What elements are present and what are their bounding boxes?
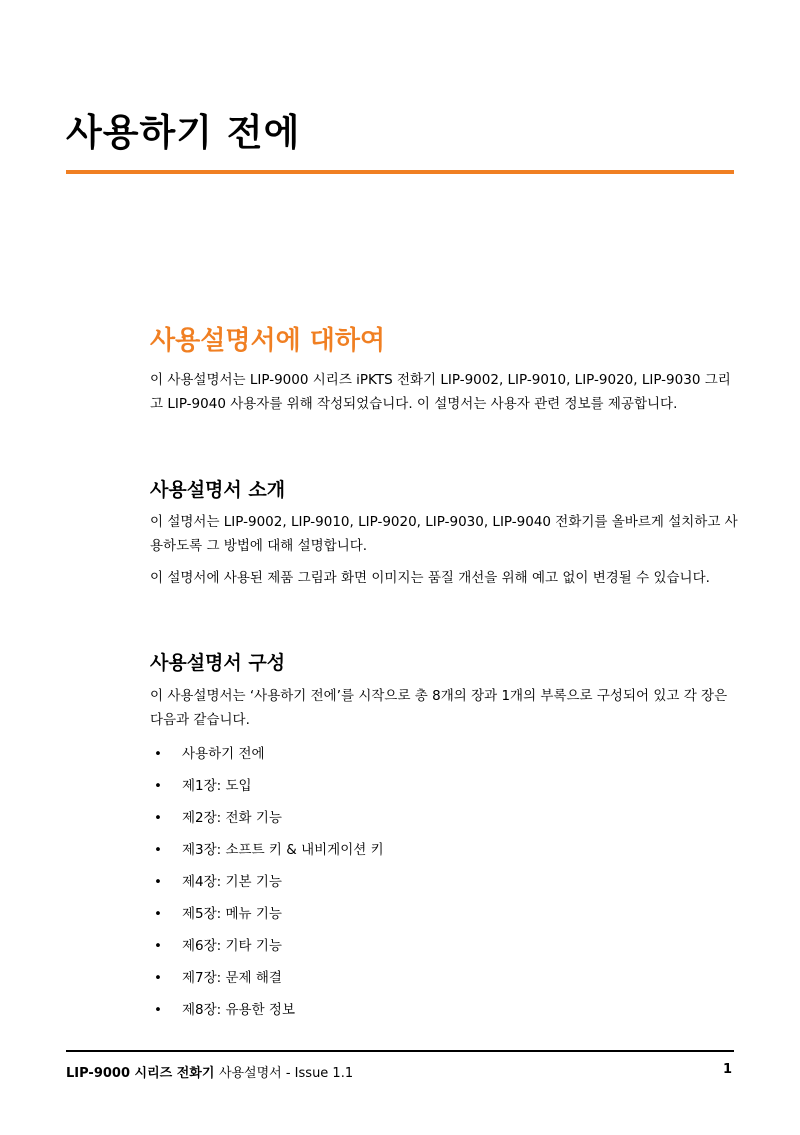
chapter-list	[150, 742, 384, 1030]
intro-paragraph-2: 이 설명서에 사용된 제품 그림과 화면 이미지는 품질 개선을 위해 예고 없이 변경될 수 있습니다.	[150, 570, 710, 586]
bullet-icon: •	[154, 1002, 162, 1018]
title-divider	[66, 170, 734, 174]
intro-paragraph-1: 이 설명서는 LIP-9002, LIP-9010, LIP-9020, LIP-9030, LIP-9040 전화기를 올바르게 설치하고 사용하도록 그 방법에 대해 설명합니다.	[150, 514, 738, 554]
list-item: • 사용하기 전에	[150, 742, 384, 774]
footer-title	[66, 1062, 353, 1081]
bullet-icon: •	[154, 874, 162, 890]
list-item: • 제1장: 도입	[150, 774, 384, 806]
bullet-icon: •	[154, 746, 162, 762]
list-item: • 제3장: 소프트 키 & 내비게이션 키	[150, 838, 384, 870]
bullet-icon: •	[154, 970, 162, 986]
list-item: • 제5장: 메뉴 기능	[150, 902, 384, 934]
page-number: 1	[722, 1062, 732, 1077]
structure-paragraph: 이 사용설명서는 ‘사용하기 전에’를 시작으로 총 8개의 장과 1개의 부록으로 구성되어 있고 각 장은 다음과 같습니다.	[150, 688, 728, 728]
list-item: • 제2장: 전화 기능	[150, 806, 384, 838]
section-title-about: 사용설명서에 대하여	[150, 326, 386, 356]
bullet-icon: •	[154, 938, 162, 954]
list-item: • 제4장: 기본 기능	[150, 870, 384, 902]
bullet-icon: •	[154, 778, 162, 794]
bullet-icon: •	[154, 906, 162, 922]
footer-divider	[66, 1050, 734, 1052]
subsection-title-intro: 사용설명서 소개	[150, 479, 286, 501]
about-paragraph: 이 사용설명서는 LIP-9000 시리즈 iPKTS 전화기 LIP-9002, LIP-9010, LIP-9020, LIP-9030 그리고 LIP-9040 사용자를 위해 작성되었습니다. 이 설명서는 사용자 관련 정보를 제공합니다.	[150, 372, 731, 412]
subsection-title-structure: 사용설명서 구성	[150, 652, 286, 674]
footer-manual: 사용설명서 - Issue 1.1	[218, 1066, 354, 1081]
list-item: • 제7장: 문제 해결	[150, 966, 384, 998]
footer-product: LIP-9000 시리즈 전화기	[66, 1066, 215, 1081]
list-item: • 제6장: 기타 기능	[150, 934, 384, 966]
list-item: • 제8장: 유용한 정보	[150, 998, 384, 1030]
bullet-icon: •	[154, 842, 162, 858]
bullet-icon: •	[154, 810, 162, 826]
chapter-title: 사용하기 전에	[66, 111, 301, 154]
